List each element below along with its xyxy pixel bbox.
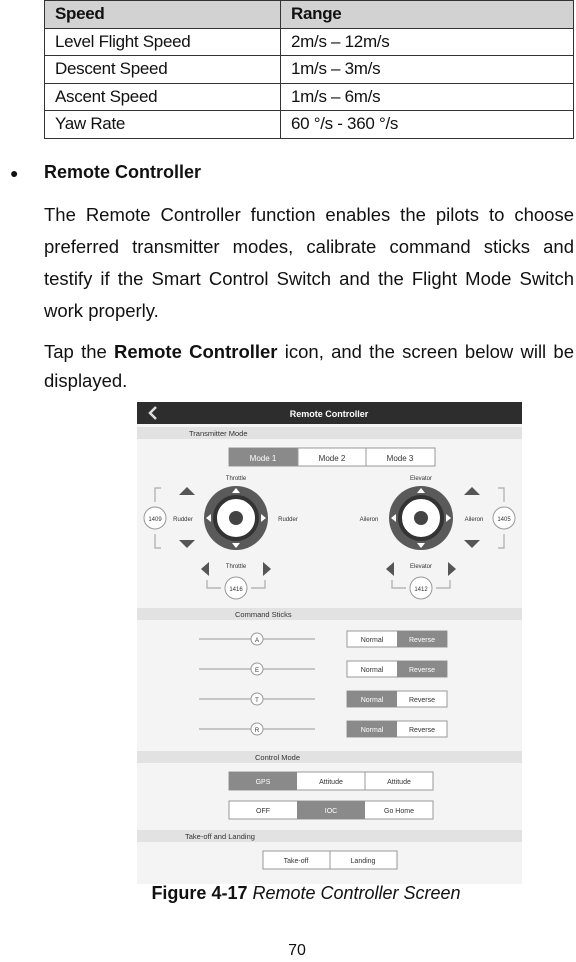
table-cell: 60 °/s - 360 °/s: [281, 111, 574, 139]
right-stick-left-label: Aileron: [359, 517, 379, 523]
left-stick-top-label: Throttle: [225, 476, 247, 482]
screenshot-canvas: [137, 402, 522, 884]
takeoff-landing-label: Take-off and Landing: [185, 832, 255, 841]
page-number: 70: [288, 942, 306, 959]
transmitter-mode-label: Transmitter Mode: [189, 429, 248, 438]
header-range: Range: [281, 1, 574, 29]
attitude-button[interactable]: Attitude: [319, 779, 343, 786]
landing-button[interactable]: Landing: [350, 858, 376, 865]
table-cell: Ascent Speed: [45, 83, 281, 111]
right-arrow-icon: [448, 562, 456, 576]
control-mode-label: Control Mode: [255, 753, 301, 762]
stick-letter: T: [255, 698, 259, 704]
right-side-value: 1405: [497, 517, 511, 523]
normal-label: Normal: [360, 697, 384, 704]
table-row: [45, 56, 574, 84]
right-stick-right-label: Aileron: [464, 517, 484, 523]
left-stick-bottom-label: Throttle: [225, 564, 247, 570]
figure-number: Figure 4-17: [151, 883, 248, 903]
left-bottom-value: 1416: [229, 587, 243, 593]
left-stick-cluster: [144, 476, 298, 599]
up-arrow-icon: [464, 487, 480, 495]
attitude-button[interactable]: Attitude: [387, 779, 411, 786]
table-row: [45, 83, 574, 111]
mode-2-button[interactable]: Mode 2: [318, 454, 346, 463]
off-button[interactable]: OFF: [256, 808, 270, 815]
normal-label: Normal: [360, 727, 384, 734]
left-side-value: 1409: [148, 517, 162, 523]
stick-letter: R: [254, 728, 260, 734]
paragraph-description: The Remote Controller function enables the pilots to choose preferred transmitter modes, calibrate command sticks and testify if the Smart Control Switch and the Flight Mode Switch work properly.: [44, 204, 574, 321]
right-bottom-value: 1412: [414, 587, 428, 593]
table-cell: 1m/s – 3m/s: [281, 56, 574, 84]
speed-range-table: [44, 0, 574, 139]
left-stick-right-label: Rudder: [278, 517, 298, 523]
stick-row-r: [199, 721, 447, 737]
instruction-text: Tap the: [44, 341, 115, 362]
bullet-icon: ●: [10, 165, 19, 181]
screen-title: Remote Controller: [289, 409, 369, 419]
ioc-label: IOC: [324, 808, 338, 815]
mode-3-button[interactable]: Mode 3: [386, 454, 414, 463]
takeoff-button[interactable]: Take-off: [283, 858, 309, 865]
right-stick-bottom-label: Elevator: [409, 564, 433, 570]
table-cell: Yaw Rate: [45, 111, 281, 139]
section-heading: Remote Controller: [44, 162, 202, 182]
paragraph-instruction: [44, 337, 574, 395]
go-home-button[interactable]: Go Home: [384, 808, 414, 815]
up-arrow-icon: [179, 487, 195, 495]
right-stick-top-label: Elevator: [409, 476, 433, 482]
left-stick-left-label: Rudder: [173, 517, 193, 523]
table-header-row: [45, 1, 574, 29]
header-speed: Speed: [45, 1, 281, 29]
right-stick-cluster: [360, 476, 515, 599]
right-arrow-icon: [263, 562, 271, 576]
table-cell: Level Flight Speed: [45, 28, 281, 56]
figure-caption: [0, 883, 576, 904]
stick-row-e: [199, 661, 447, 677]
table-cell: Descent Speed: [45, 56, 281, 84]
left-arrow-icon: [201, 562, 209, 576]
stick-letter: E: [254, 668, 260, 674]
section-bar: [137, 751, 522, 763]
reverse-label: Reverse: [408, 637, 436, 644]
down-arrow-icon: [179, 540, 195, 548]
reverse-label: Reverse: [408, 697, 436, 704]
down-arrow-icon: [464, 540, 480, 548]
stick-row-t: [199, 691, 447, 707]
instruction-text: icon, and the screen below will be displayed.: [44, 341, 574, 391]
reverse-label: Reverse: [408, 727, 436, 734]
table-row: [45, 28, 574, 56]
command-sticks-label: Command Sticks: [235, 610, 292, 619]
reverse-label: Reverse: [408, 667, 436, 674]
figure-title: Remote Controller Screen: [247, 883, 461, 903]
normal-label: Normal: [360, 667, 384, 674]
normal-label: Normal: [360, 637, 384, 644]
table-cell: 2m/s – 12m/s: [281, 28, 574, 56]
stick-letter: A: [254, 638, 260, 644]
gps-label: GPS: [255, 779, 271, 786]
remote-controller-screenshot: [137, 402, 522, 884]
section-bar: [137, 608, 522, 620]
table-cell: 1m/s – 6m/s: [281, 83, 574, 111]
left-arrow-icon: [386, 562, 394, 576]
instruction-bold: Remote Controller: [114, 341, 278, 362]
stick-row-a: [199, 631, 447, 647]
mode-1-label: Mode 1: [249, 454, 277, 463]
table-row: [45, 111, 574, 139]
